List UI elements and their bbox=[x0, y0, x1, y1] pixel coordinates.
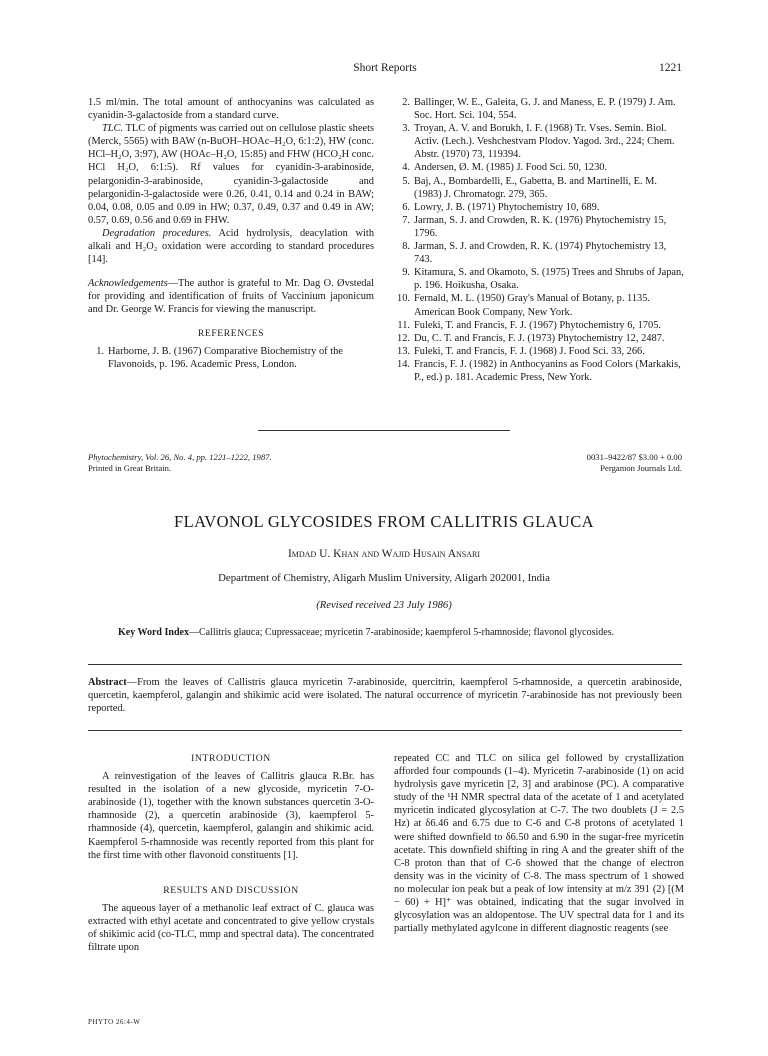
reference-number: 6. bbox=[402, 201, 410, 213]
abstract-label: Abstract bbox=[88, 677, 127, 688]
reference-item bbox=[394, 345, 684, 358]
running-head bbox=[88, 62, 682, 78]
reference-number: 14. bbox=[397, 358, 410, 370]
section-title: Short Reports bbox=[353, 62, 417, 74]
reference-number: 9. bbox=[402, 267, 410, 279]
ack-lead: Acknowledgements bbox=[88, 278, 168, 290]
page-footer-code: PHYTO 26:4-W bbox=[88, 1018, 141, 1026]
reference-item bbox=[394, 175, 684, 201]
abstract bbox=[88, 676, 682, 715]
reference-item bbox=[394, 240, 684, 266]
keywords-label: Key Word Index bbox=[118, 627, 189, 638]
methods-paragraph: 1.5 ml/min. The total amount of anthocyanins was calculated as cyanidin-3-galactoside from a standard curve. bbox=[88, 97, 374, 122]
reference-number: 2. bbox=[402, 97, 410, 108]
reference-number: 4. bbox=[402, 162, 410, 174]
keywords-text: —Callitris glauca; Cupressaceae; myricetin 7-arabinoside; kaempferol 5-rhamnoside; flavonol glycosides. bbox=[188, 627, 615, 638]
reference-item bbox=[394, 96, 684, 122]
abstract-top-rule bbox=[88, 664, 682, 665]
introduction-text: A reinvestigation of the leaves of Callitris glauca R.Br. has resulted in the isolation of a new glycoside, myricetin 7-O-arabinoside (1), together with the known substances quercetin 3-O-rhamnoside (2), a quercetin arabinoside (3), kaempferol 5-rhamnoside (4), quercetin, kaempferol, galangin and shikimic acid. Kaempferol 5-rhamnoside was recently reported from this plant for the first time with other flavonoid constituents [1]. bbox=[88, 771, 374, 861]
references-list bbox=[394, 96, 684, 384]
reference-item bbox=[394, 319, 684, 332]
body-right-column bbox=[394, 752, 684, 935]
reference-text: Francis, F. J. (1982) in Anthocyanins as Food Colors (Markakis, P., ed.) p. 181. Academic Press, New York. bbox=[414, 358, 681, 383]
previous-article-left-column bbox=[88, 96, 374, 371]
degradation-text: Acid hydrolysis, deacylation with alkali and H₂O₂ oxidation were according to standard procedures [14]. bbox=[88, 227, 375, 266]
journal-citation bbox=[88, 452, 272, 474]
introduction-heading: INTRODUCTION bbox=[191, 753, 271, 764]
tlc-lead: TLC. bbox=[102, 123, 124, 135]
reference-item bbox=[394, 214, 684, 240]
reference-text: Kitamura, S. and Okamoto, S. (1975) Trees and Shrubs of Japan, p. 196. Hoikusha, Osaka. bbox=[414, 267, 684, 292]
reference-text: Ballinger, W. E., Galeita, G. J. and Maness, E. P. (1979) J. Am. Soc. Hort. Sci. 104, 554. bbox=[414, 97, 676, 122]
reference-text: Troyan, A. V. and Borukh, I. F. (1968) Tr. Vses. Semin. Biol. Activ. (Lech.). Veshchestvam Plodov. Yagod. 3rd., 224; Chem. Abstr. (1970) 73, 119394. bbox=[414, 123, 675, 161]
reference-number: 12. bbox=[397, 332, 410, 344]
key-word-index bbox=[118, 626, 650, 639]
reference-item bbox=[394, 201, 684, 214]
abstract-bottom-rule bbox=[88, 730, 682, 731]
body-left-column bbox=[88, 752, 374, 954]
article-title: FLAVONOL GLYCOSIDES FROM CALLITRIS GLAUCA bbox=[174, 512, 594, 531]
page-number: 1221 bbox=[659, 62, 682, 74]
results-continued: repeated CC and TLC on silica gel followed by crystallization afforded four compounds (1–4). Myricetin 7-arabinoside (1) on acid hydrolysis gave myricetin [2, 3] and arabinose (PC). A comparative study of the ¹H NMR spectral data of the acetate of 1 and acetylated myricetin indicated glycosylation at C-7. The two doublets (J = 2.5 Hz) at δ6.46 and 6.75 due to C-6 and C-8 protons of acetylated 1 were shifted downfield to δ6.50 and 6.90 in the sugar-free myricetin acetate. This downfield shifting in ring A and the greater shift of the C-8 proton than that of C-6 showed that the change of electron density was in the vicinity of C-8. The mass spectrum of 1 showed no molecular ion peak but a peak of low intensity at m/z 391 (2) [(M − 60) + H]⁺ was obtained, indicating that the sugar involved in glycosylation was an aldopentose. The UV spectral data for 1 and its partially methylated agylcone in different diagnostic reagents (see bbox=[394, 753, 684, 935]
references-heading: REFERENCES bbox=[197, 327, 265, 339]
reference-item bbox=[394, 122, 684, 161]
reference-number: 3. bbox=[402, 123, 410, 135]
article-authors: Imdad U. Khan and Wajid Husain Ansari bbox=[287, 548, 481, 560]
tlc-paragraph bbox=[88, 122, 374, 227]
acknowledgements bbox=[88, 277, 374, 316]
journal-price bbox=[587, 452, 682, 474]
printed-in: Printed in Great Britain. bbox=[88, 463, 172, 473]
reference-number: 11. bbox=[397, 319, 410, 331]
reference-item: 1. Harborne, J. B. (1967) Comparative Biochemistry of the Flavonoids, p. 196. Academic Press, London. bbox=[88, 345, 374, 371]
ack-text: —The author is grateful to Mr. Dag O. Øvstedal for providing and identification of fruits of Vaccinium japonicum and Dr. George W. Francis for viewing the manuscript. bbox=[88, 278, 374, 316]
reference-text: Fernald, M. L. (1950) Gray's Manual of Botany, p. 1135. American Book Company, New York. bbox=[414, 293, 651, 318]
reference-text: Lowry, J. B. (1971) Phytochemistry 10, 689. bbox=[414, 201, 600, 213]
reference-number: 10. bbox=[397, 293, 410, 305]
reference-number: 13. bbox=[397, 345, 410, 357]
degradation-lead: Degradation procedures. bbox=[102, 227, 212, 239]
reference-item bbox=[394, 292, 684, 318]
reference-text: Harborne, J. B. (1967) Comparative Biochemistry of the Flavonoids, p. 196. Academic Press, London. bbox=[108, 345, 343, 370]
reference-item bbox=[394, 358, 684, 384]
reference-item bbox=[394, 266, 684, 292]
results-text: The aqueous layer of a methanolic leaf extract of C. glauca was extracted with ethyl acetate and concentrated to give yellow crystals of shikimic acid (co-TLC, mmp and spectral data). The concentrated filtrate upon bbox=[88, 902, 374, 954]
degradation-paragraph bbox=[88, 227, 374, 266]
reference-text: Du, C. T. and Francis, F. J. (1973) Phytochemistry 12, 2487. bbox=[414, 332, 665, 344]
publisher: Pergamon Journals Ltd. bbox=[600, 463, 682, 473]
received-date: (Revised received 23 July 1986) bbox=[316, 600, 452, 611]
reference-text: Baj, A., Bombardelli, E., Gabetta, B. and Martinelli, E. M. (1983) J. Chromatogr. 279, 365. bbox=[414, 175, 657, 200]
issn-price: 0031–9422/87 $3.00 + 0.00 bbox=[586, 452, 682, 462]
abstract-text: —From the leaves of Callistris glauca myricetin 7-arabinoside, quercitrin, kaempferol 5-rhamnoside, a quercetin arabinoside, quercetin, kaempferol, galangin and shikimic acid were isolated. The natural occurrence of myricetin 7-arabinoside has not previously been reported. bbox=[88, 677, 682, 715]
reference-number: 8. bbox=[402, 241, 410, 253]
reference-text: Fuleki, T. and Francis, F. J. (1968) J. Food Sci. 33, 266. bbox=[414, 345, 645, 357]
article-affiliation: Department of Chemistry, Aligarh Muslim University, Aligarh 202001, India bbox=[218, 572, 550, 584]
reference-text: Andersen, Ø. M. (1985) J. Food Sci. 50, 1230. bbox=[414, 162, 608, 174]
reference-item bbox=[394, 161, 684, 174]
reference-number: 5. bbox=[402, 175, 410, 187]
reference-number: 7. bbox=[402, 214, 410, 226]
results-heading: RESULTS AND DISCUSSION bbox=[163, 884, 299, 896]
reference-item bbox=[394, 332, 684, 345]
reference-text: Jarman, S. J. and Crowden, R. K. (1976) Phytochemistry 15, 1796. bbox=[414, 214, 667, 239]
reference-text: Fuleki, T. and Francis, F. J. (1967) Phytochemistry 6, 1705. bbox=[414, 319, 661, 331]
journal-citation-line: Phytochemistry, Vol. 26, No. 4, pp. 1221–1222, 1987. bbox=[88, 452, 272, 462]
reference-text: Jarman, S. J. and Crowden, R. K. (1974) Phytochemistry 13, 743. bbox=[414, 241, 667, 266]
tlc-text: TLC of pigments was carried out on cellulose plastic sheets (Merck, 5565) with BAW (n-BuOH–HOAc–H₂O, 6:1:2), HW (conc. HCl–H₂O, 3:97), AW (HOAc–H₂O, 15:85) and FHW (HCO₂H conc. HCl H₂O, 6:1:5). Rf values for cyanidin-3-arabinoside, pelargonidin-3-arabinoside, cyanidin-3-galactoside and pelargonidin-3-galactoside were 0.26, 0.41, 0.14 and 0.24 in BAW; 0.04, 0.08, 0.05 and 0.09 in HW; 0.37, 0.49, 0.37 and 0.49 in AW; 0.57, 0.69, 0.56 and 0.69 in FHW. bbox=[88, 123, 374, 226]
article-separator bbox=[258, 430, 510, 431]
